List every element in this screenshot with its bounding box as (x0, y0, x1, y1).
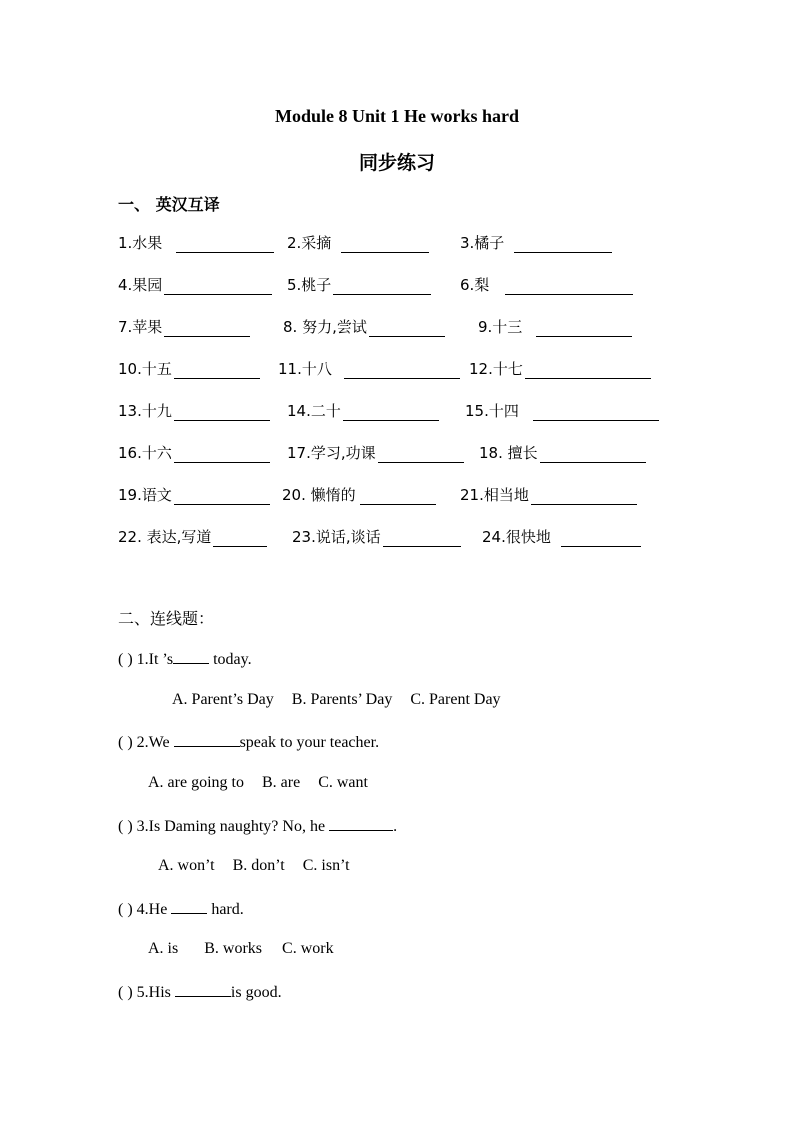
answer-paren[interactable]: ( ) (118, 651, 133, 668)
answer-line[interactable] (525, 362, 651, 379)
answer-blank[interactable] (171, 899, 207, 914)
option: C. want (318, 774, 368, 791)
vocab-item: 11.十八 (278, 358, 460, 379)
question-5: ( ) 5.His is good. (118, 984, 282, 1001)
answer-line[interactable] (369, 320, 445, 337)
vocab-item: 24.很快地 (482, 526, 641, 547)
answer-line[interactable] (344, 362, 460, 379)
option: A. are going to (148, 774, 244, 791)
vocab-item: 7.苹果 (118, 316, 250, 337)
vocab-row (118, 232, 678, 256)
section2-heading: 二、连线题： (118, 609, 215, 628)
option: A. won’t (158, 857, 215, 874)
vocab-item: 8. 努力,尝试 (283, 316, 445, 337)
answer-line[interactable] (176, 236, 274, 253)
answer-line[interactable] (213, 530, 267, 547)
answer-line[interactable] (536, 320, 632, 337)
option: C. work (282, 940, 334, 957)
option: C. isn’t (302, 857, 350, 874)
answer-blank[interactable] (175, 982, 231, 997)
vocab-row (118, 400, 678, 424)
answer-line[interactable] (533, 404, 659, 421)
vocab-item: 1.水果 (118, 232, 274, 253)
question-3-options (158, 857, 364, 875)
worksheet-title: Module 8 Unit 1 He works hard (274, 106, 519, 126)
answer-line[interactable] (514, 236, 612, 253)
option: A. Parent’s Day (172, 691, 274, 708)
vocab-item: 23.说话,谈话 (292, 526, 461, 547)
answer-line[interactable] (343, 404, 439, 421)
vocab-item: 9.十三 (478, 316, 632, 337)
answer-line[interactable] (164, 320, 250, 337)
answer-line[interactable] (383, 530, 461, 547)
question-3: ( ) 3.Is Daming naughty? No, he . (118, 818, 398, 835)
vocab-item: 10.十五 (118, 358, 260, 379)
vocab-item: 21.相当地 (460, 484, 637, 505)
vocab-row (118, 526, 678, 550)
vocab-item: 14.二十 (287, 400, 439, 421)
answer-line[interactable] (174, 488, 270, 505)
answer-line[interactable] (360, 488, 436, 505)
vocab-item: 16.十六 (118, 442, 270, 463)
option: B. works (204, 940, 263, 957)
vocab-item: 19.语文 (118, 484, 270, 505)
answer-line[interactable] (540, 446, 646, 463)
answer-line[interactable] (333, 278, 431, 295)
question-4: ( ) 4.He hard. (118, 901, 244, 918)
worksheet-subtitle: 同步练习 (358, 152, 435, 174)
question-1: ( ) 1.It ’s today. (118, 651, 252, 668)
answer-blank[interactable] (174, 732, 240, 747)
answer-line[interactable] (164, 278, 272, 295)
answer-line[interactable] (378, 446, 464, 463)
question-2-options (148, 774, 382, 792)
vocab-row (118, 316, 678, 340)
vocab-row (118, 442, 678, 466)
vocab-item: 2.采摘 (287, 232, 429, 253)
answer-paren[interactable]: ( ) (118, 818, 133, 835)
question-4-options (148, 940, 348, 958)
answer-blank[interactable] (329, 816, 393, 831)
option: B. don’t (232, 857, 285, 874)
option: C. Parent Day (410, 691, 501, 708)
answer-line[interactable] (174, 446, 270, 463)
option: B. are (261, 774, 301, 791)
answer-line[interactable] (174, 362, 260, 379)
answer-paren[interactable]: ( ) (118, 734, 133, 751)
answer-blank[interactable] (173, 649, 209, 664)
vocab-item: 13.十九 (118, 400, 270, 421)
vocab-row (118, 484, 678, 508)
answer-line[interactable] (531, 488, 637, 505)
answer-line[interactable] (505, 278, 633, 295)
option: A. is (148, 940, 179, 957)
vocab-item: 17.学习,功课 (287, 442, 464, 463)
answer-paren[interactable]: ( ) (118, 901, 133, 918)
answer-paren[interactable]: ( ) (118, 984, 133, 1001)
question-1-options (172, 691, 515, 709)
vocab-item: 12.十七 (469, 358, 651, 379)
option: B. Parents’ Day (291, 691, 393, 708)
vocab-item: 22. 表达,写道 (118, 526, 267, 547)
answer-line[interactable] (341, 236, 429, 253)
vocab-item: 6.梨 (460, 274, 633, 295)
answer-line[interactable] (561, 530, 641, 547)
vocab-row (118, 358, 678, 382)
question-2: ( ) 2.We speak to your teacher. (118, 734, 380, 751)
vocab-item: 20. 懒惰的 (282, 484, 436, 505)
vocab-item: 18. 擅长 (479, 442, 646, 463)
answer-line[interactable] (174, 404, 270, 421)
vocab-item: 3.橘子 (460, 232, 612, 253)
vocab-row (118, 274, 678, 298)
vocab-item: 15.十四 (465, 400, 659, 421)
section1-heading: 一、 英汉互译 (118, 195, 220, 214)
vocab-item: 4.果园 (118, 274, 272, 295)
vocab-item: 5.桃子 (287, 274, 431, 295)
